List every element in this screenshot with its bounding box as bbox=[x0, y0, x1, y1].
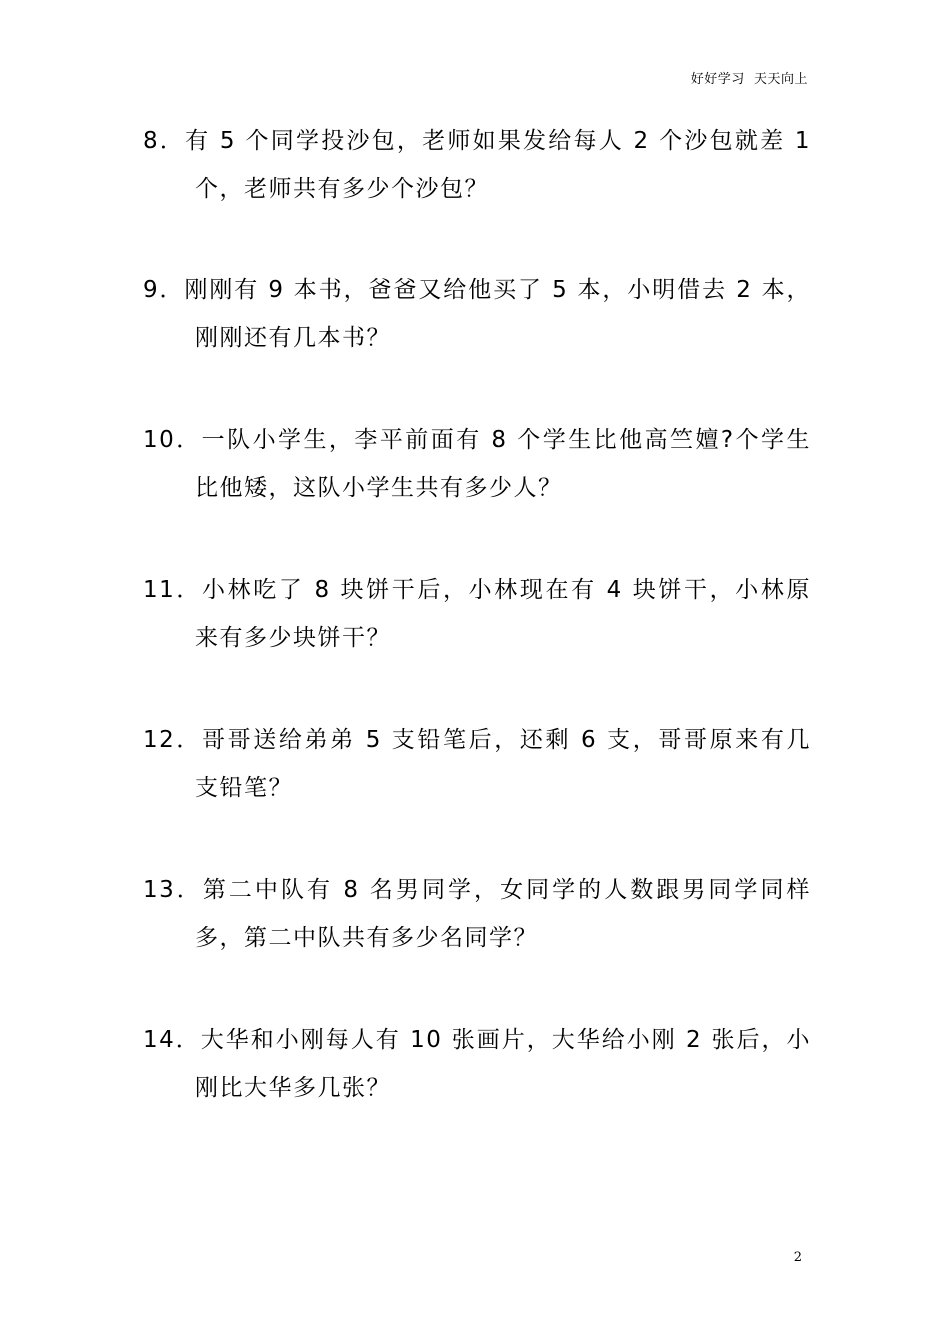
question-12 bbox=[143, 716, 811, 812]
question-line: 刚比大华多几张？ bbox=[195, 1075, 391, 1101]
page-header: 好好学习 天天向上 bbox=[690, 72, 808, 87]
question-line: 比他矮，这队小学生共有多少人？ bbox=[195, 475, 563, 501]
question-11 bbox=[143, 566, 811, 662]
question-line: 11．小林吃了 8 块饼干后，小林现在有 4 块饼干，小林原 bbox=[143, 577, 811, 603]
question-line: 支铅笔？ bbox=[195, 775, 293, 801]
question-line: 10．一队小学生，李平前面有 8 个学生比他高竺嬗?个学生 bbox=[143, 427, 811, 453]
question-14 bbox=[143, 1016, 811, 1112]
question-8 bbox=[143, 117, 811, 213]
question-line: 14．大华和小刚每人有 10 张画片，大华给小刚 2 张后，小 bbox=[143, 1027, 811, 1053]
question-9 bbox=[143, 266, 811, 362]
question-line: 多，第二中队共有多少名同学？ bbox=[195, 925, 538, 951]
question-13 bbox=[143, 866, 811, 962]
question-line: 12．哥哥送给弟弟 5 支铅笔后，还剩 6 支，哥哥原来有几 bbox=[143, 727, 811, 753]
page-number: 2 bbox=[793, 1250, 802, 1265]
question-line: 刚刚还有几本书？ bbox=[195, 325, 391, 351]
question-line: 个，老师共有多少个沙包？ bbox=[195, 176, 489, 202]
question-line: 8．有 5 个同学投沙包，老师如果发给每人 2 个沙包就差 1 bbox=[143, 128, 811, 154]
question-10 bbox=[143, 416, 811, 512]
question-line: 13．第二中队有 8 名男同学，女同学的人数跟男同学同样 bbox=[143, 877, 811, 903]
question-line: 来有多少块饼干？ bbox=[195, 625, 391, 651]
question-line: 9．刚刚有 9 本书，爸爸又给他买了 5 本，小明借去 2 本， bbox=[143, 277, 811, 303]
